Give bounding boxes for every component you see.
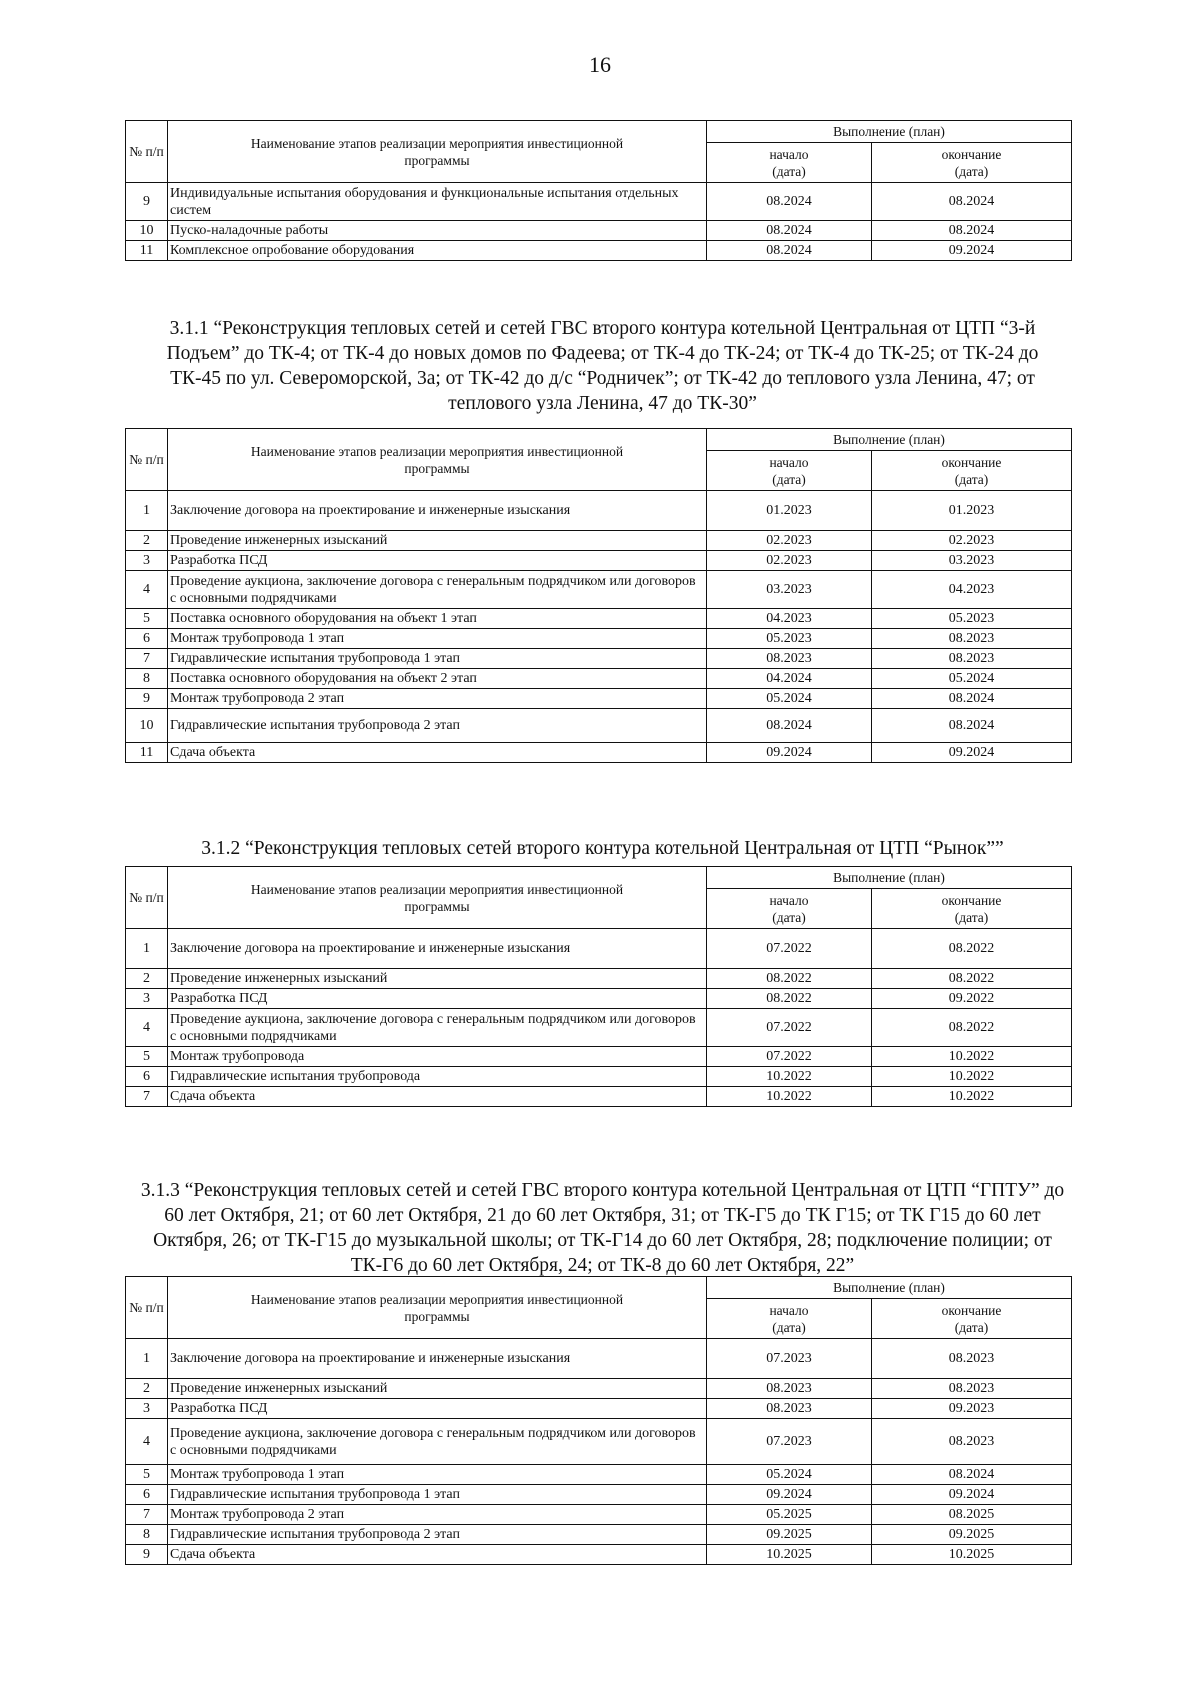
start-date: 03.2023	[707, 571, 872, 609]
end-date: 08.2022	[872, 929, 1072, 969]
end-date: 09.2022	[872, 989, 1072, 1009]
table-row	[126, 551, 1072, 571]
header-row	[126, 121, 1072, 143]
start-date: 02.2023	[707, 551, 872, 571]
header-name: Наименование этапов реализации мероприятия инвестиционной программы	[168, 1277, 707, 1339]
start-date: 08.2022	[707, 989, 872, 1009]
stage-name: Проведение инженерных изысканий	[168, 531, 707, 551]
table-row	[126, 241, 1072, 261]
end-date: 08.2024	[872, 183, 1072, 221]
start-date: 09.2024	[707, 1485, 872, 1505]
header-start-date: начало (дата)	[707, 451, 872, 491]
stage-name: Проведение аукциона, заключение договора с генеральным подрядчиком или договоров с основными подрядчиками	[168, 1419, 707, 1465]
header-num: № п/п	[126, 121, 168, 183]
end-date: 08.2024	[872, 1465, 1072, 1485]
table-row	[126, 183, 1072, 221]
plan-table-1	[125, 428, 1072, 763]
row-number: 1	[126, 491, 168, 531]
section-heading-3-1-3: 3.1.3 “Реконструкция тепловых сетей и сетей ГВС второго контура котельной Центральная от ЦТП “ГПТУ” до 60 лет Октября, 21; от 60 лет Октября, 21 до 60 лет Октября, 31; от ТК-Г5 до ТК Г15; от ТК Г15 до 60 лет Октября, 26; от ТК-Г15 до музыкальной школы; от ТК-Г14 до 60 лет Октября, 28; подключение полиции; от ТК-Г6 до 60 лет Октября, 24; от ТК-8 до 60 лет Октября, 22”	[140, 1180, 1065, 1276]
end-date: 08.2025	[872, 1505, 1072, 1525]
header-end-date: окончание (дата)	[872, 889, 1072, 929]
start-date: 05.2025	[707, 1505, 872, 1525]
table-row	[126, 491, 1072, 531]
plan-table-3	[125, 1276, 1072, 1565]
end-date: 08.2023	[872, 1419, 1072, 1465]
start-date: 10.2022	[707, 1067, 872, 1087]
row-number: 3	[126, 551, 168, 571]
row-number: 7	[126, 1505, 168, 1525]
table-row	[126, 649, 1072, 669]
header-name: Наименование этапов реализации мероприятия инвестиционной программы	[168, 121, 707, 183]
row-number: 10	[126, 221, 168, 241]
table-row	[126, 1379, 1072, 1399]
table-row	[126, 531, 1072, 551]
start-date: 10.2025	[707, 1545, 872, 1565]
end-date: 09.2023	[872, 1399, 1072, 1419]
start-date: 07.2022	[707, 1009, 872, 1047]
start-date: 08.2023	[707, 1399, 872, 1419]
table-row	[126, 1485, 1072, 1505]
row-number: 2	[126, 1379, 168, 1399]
start-date: 07.2022	[707, 1047, 872, 1067]
header-execution-plan: Выполнение (план)	[707, 121, 1072, 143]
row-number: 9	[126, 1545, 168, 1565]
header-name: Наименование этапов реализации мероприятия инвестиционной программы	[168, 429, 707, 491]
table-row	[126, 221, 1072, 241]
end-date: 08.2023	[872, 1339, 1072, 1379]
header-row	[126, 867, 1072, 889]
header-start-date: начало (дата)	[707, 143, 872, 183]
row-number: 2	[126, 531, 168, 551]
stage-name: Проведение инженерных изысканий	[168, 969, 707, 989]
row-number: 4	[126, 1419, 168, 1465]
end-date: 04.2023	[872, 571, 1072, 609]
end-date: 08.2022	[872, 1009, 1072, 1047]
header-row	[126, 1277, 1072, 1299]
end-date: 10.2022	[872, 1087, 1072, 1107]
table-row	[126, 743, 1072, 763]
start-date: 09.2025	[707, 1525, 872, 1545]
stage-name: Монтаж трубопровода 2 этап	[168, 689, 707, 709]
header-end-date: окончание (дата)	[872, 1299, 1072, 1339]
end-date: 08.2023	[872, 1379, 1072, 1399]
header-num: № п/п	[126, 429, 168, 491]
plan-table-0	[125, 120, 1072, 261]
header-start-date: начало (дата)	[707, 1299, 872, 1339]
start-date: 10.2022	[707, 1087, 872, 1107]
row-number: 5	[126, 1465, 168, 1485]
end-date: 08.2024	[872, 221, 1072, 241]
start-date: 07.2023	[707, 1419, 872, 1465]
stage-name: Проведение аукциона, заключение договора с генеральным подрядчиком или договоров с основными подрядчиками	[168, 1009, 707, 1047]
start-date: 08.2022	[707, 969, 872, 989]
table-row	[126, 1545, 1072, 1565]
start-date: 04.2023	[707, 609, 872, 629]
table-row	[126, 1339, 1072, 1379]
header-row	[126, 429, 1072, 451]
end-date: 08.2024	[872, 709, 1072, 743]
start-date: 07.2023	[707, 1339, 872, 1379]
start-date: 08.2023	[707, 1379, 872, 1399]
start-date: 09.2024	[707, 743, 872, 763]
row-number: 11	[126, 241, 168, 261]
stage-name: Заключение договора на проектирование и инженерные изыскания	[168, 929, 707, 969]
header-execution-plan: Выполнение (план)	[707, 867, 1072, 889]
start-date: 05.2024	[707, 1465, 872, 1485]
header-end-date: окончание (дата)	[872, 451, 1072, 491]
header-name: Наименование этапов реализации мероприятия инвестиционной программы	[168, 867, 707, 929]
start-date: 08.2024	[707, 709, 872, 743]
end-date: 09.2025	[872, 1525, 1072, 1545]
row-number: 8	[126, 669, 168, 689]
stage-name: Сдача объекта	[168, 1087, 707, 1107]
start-date: 08.2024	[707, 183, 872, 221]
plan-table-2	[125, 866, 1072, 1107]
table-row	[126, 969, 1072, 989]
row-number: 6	[126, 629, 168, 649]
stage-name: Монтаж трубопровода 1 этап	[168, 1465, 707, 1485]
end-date: 08.2022	[872, 969, 1072, 989]
header-end-date: окончание (дата)	[872, 143, 1072, 183]
start-date: 04.2024	[707, 669, 872, 689]
end-date: 09.2024	[872, 743, 1072, 763]
table-row	[126, 629, 1072, 649]
table-row	[126, 1505, 1072, 1525]
stage-name: Разработка ПСД	[168, 1399, 707, 1419]
stage-name: Заключение договора на проектирование и инженерные изыскания	[168, 491, 707, 531]
end-date: 03.2023	[872, 551, 1072, 571]
end-date: 01.2023	[872, 491, 1072, 531]
stage-name: Пуско-наладочные работы	[168, 221, 707, 241]
table-row	[126, 1465, 1072, 1485]
row-number: 6	[126, 1067, 168, 1087]
table-row	[126, 609, 1072, 629]
table-row	[126, 689, 1072, 709]
header-execution-plan: Выполнение (план)	[707, 1277, 1072, 1299]
table-row	[126, 1067, 1072, 1087]
end-date: 05.2024	[872, 669, 1072, 689]
table-row	[126, 1047, 1072, 1067]
row-number: 9	[126, 689, 168, 709]
row-number: 2	[126, 969, 168, 989]
stage-name: Проведение аукциона, заключение договора с генеральным подрядчиком или договоров с основными подрядчиками	[168, 571, 707, 609]
stage-name: Гидравлические испытания трубопровода 2 этап	[168, 709, 707, 743]
stage-name: Монтаж трубопровода	[168, 1047, 707, 1067]
end-date: 08.2024	[872, 689, 1072, 709]
row-number: 11	[126, 743, 168, 763]
stage-name: Сдача объекта	[168, 1545, 707, 1565]
row-number: 3	[126, 1399, 168, 1419]
start-date: 01.2023	[707, 491, 872, 531]
stage-name: Гидравлические испытания трубопровода 2 этап	[168, 1525, 707, 1545]
start-date: 08.2023	[707, 649, 872, 669]
table-row	[126, 1419, 1072, 1465]
table-row	[126, 709, 1072, 743]
page-number: 16	[589, 52, 611, 77]
table-row	[126, 1087, 1072, 1107]
row-number: 8	[126, 1525, 168, 1545]
stage-name: Проведение инженерных изысканий	[168, 1379, 707, 1399]
row-number: 7	[126, 649, 168, 669]
stage-name: Гидравлические испытания трубопровода 1 этап	[168, 1485, 707, 1505]
row-number: 6	[126, 1485, 168, 1505]
stage-name: Поставка основного оборудования на объект 1 этап	[168, 609, 707, 629]
stage-name: Комплексное опробование оборудования	[168, 241, 707, 261]
row-number: 5	[126, 1047, 168, 1067]
row-number: 7	[126, 1087, 168, 1107]
end-date: 02.2023	[872, 531, 1072, 551]
table-row	[126, 1009, 1072, 1047]
header-start-date: начало (дата)	[707, 889, 872, 929]
row-number: 1	[126, 1339, 168, 1379]
row-number: 4	[126, 571, 168, 609]
end-date: 10.2022	[872, 1047, 1072, 1067]
end-date: 10.2022	[872, 1067, 1072, 1087]
table-row	[126, 929, 1072, 969]
stage-name: Поставка основного оборудования на объект 2 этап	[168, 669, 707, 689]
end-date: 05.2023	[872, 609, 1072, 629]
section-heading-3-1-1: 3.1.1 “Реконструкция тепловых сетей и сетей ГВС второго контура котельной Центральная от ЦТП “3-й Подъем” до ТК-4; от ТК-4 до новых домов по Фадеева; от ТК-4 до ТК-24; от ТК-4 до ТК-25; от ТК-24 до ТК-45 по ул. Североморской, 3а; от ТК-42 до д/с “Родничек”; от ТК-42 до теплового узла Ленина, 47; от теплового узла Ленина, 47 до ТК-30”	[166, 318, 1039, 414]
stage-name: Монтаж трубопровода 2 этап	[168, 1505, 707, 1525]
stage-name: Монтаж трубопровода 1 этап	[168, 629, 707, 649]
stage-name: Гидравлические испытания трубопровода 1 этап	[168, 649, 707, 669]
end-date: 08.2023	[872, 649, 1072, 669]
end-date: 09.2024	[872, 241, 1072, 261]
header-num: № п/п	[126, 867, 168, 929]
end-date: 08.2023	[872, 629, 1072, 649]
row-number: 4	[126, 1009, 168, 1047]
table-row	[126, 1525, 1072, 1545]
end-date: 09.2024	[872, 1485, 1072, 1505]
start-date: 05.2023	[707, 629, 872, 649]
start-date: 08.2024	[707, 241, 872, 261]
stage-name: Разработка ПСД	[168, 551, 707, 571]
row-number: 1	[126, 929, 168, 969]
table-row	[126, 989, 1072, 1009]
row-number: 9	[126, 183, 168, 221]
start-date: 08.2024	[707, 221, 872, 241]
row-number: 3	[126, 989, 168, 1009]
end-date: 10.2025	[872, 1545, 1072, 1565]
stage-name: Сдача объекта	[168, 743, 707, 763]
start-date: 02.2023	[707, 531, 872, 551]
row-number: 5	[126, 609, 168, 629]
stage-name: Гидравлические испытания трубопровода	[168, 1067, 707, 1087]
stage-name: Заключение договора на проектирование и инженерные изыскания	[168, 1339, 707, 1379]
table-row	[126, 669, 1072, 689]
start-date: 05.2024	[707, 689, 872, 709]
header-execution-plan: Выполнение (план)	[707, 429, 1072, 451]
section-heading-3-1-2: 3.1.2 “Реконструкция тепловых сетей второго контура котельной Центральная от ЦТП “Рынок””	[201, 838, 1004, 859]
header-num: № п/п	[126, 1277, 168, 1339]
table-row	[126, 571, 1072, 609]
table-row	[126, 1399, 1072, 1419]
row-number: 10	[126, 709, 168, 743]
stage-name: Разработка ПСД	[168, 989, 707, 1009]
start-date: 07.2022	[707, 929, 872, 969]
stage-name: Индивидуальные испытания оборудования и функциональные испытания отдельных систем	[168, 183, 707, 221]
